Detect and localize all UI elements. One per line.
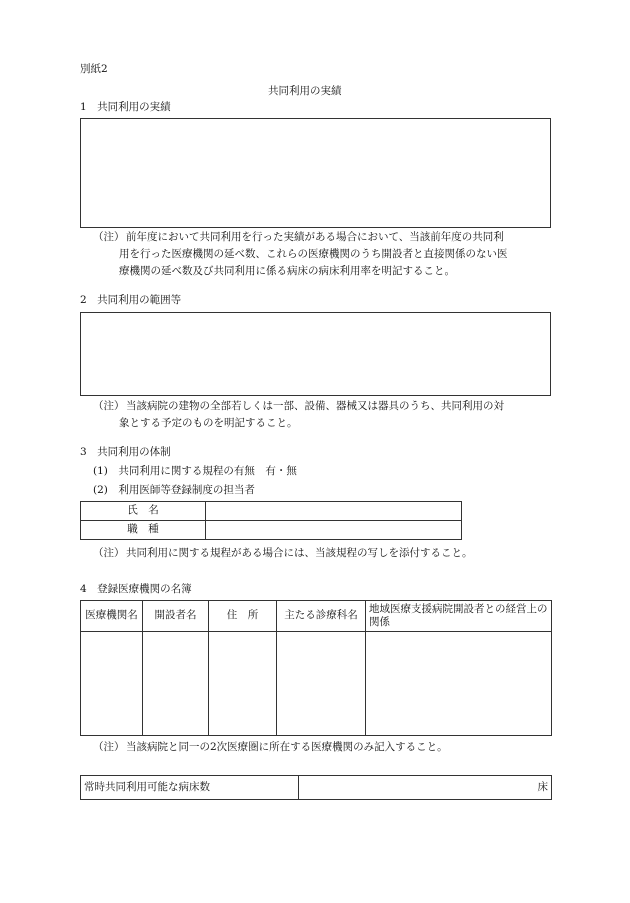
table-row [81, 521, 462, 540]
note-line: 療機関の延べ数及び共同利用に係る病床の病床利用率を明記すること。 [119, 265, 455, 277]
founder-name-cell[interactable] [143, 632, 209, 736]
col-header-founder-name: 開設者名 [143, 601, 209, 632]
note-label: （注） [93, 400, 125, 412]
officer-job-label: 職 種 [81, 521, 206, 540]
note-label: （注） [93, 547, 125, 559]
col-header-address: 住 所 [209, 601, 277, 632]
section-3-heading: 3 共同利用の体制 [80, 446, 171, 458]
note-line: 当該病院と同一の2次医療圏に所在する医療機関のみ記入すること。 [126, 741, 448, 753]
officer-name-field[interactable] [206, 502, 462, 521]
beds-unit: 床 [537, 780, 548, 793]
beds-label: 常時共同利用可能な病床数 [81, 776, 299, 800]
officer-job-field[interactable] [206, 521, 462, 540]
table-row [81, 776, 552, 800]
institution-name-cell[interactable] [81, 632, 143, 736]
officer-table [80, 501, 462, 540]
col-header-business-relation: 地域医療支援病院開設者との経営上の関係 [366, 601, 552, 632]
note-label: （注） [93, 741, 125, 753]
note-line: 前年度において共同利用を行った実績がある場合において、当該前年度の共同利 [126, 231, 504, 243]
table-header-row [81, 601, 552, 632]
beds-table [80, 775, 552, 800]
note-line: 共同利用に関する規程がある場合には、当該規程の写しを添付すること。 [126, 547, 473, 559]
address-cell[interactable] [209, 632, 277, 736]
section-2-note [93, 398, 553, 432]
note-line: 当該病院の建物の全部若しくは一部、設備、器械又は器具のうち、共同利用の対 [126, 400, 504, 412]
section-1-heading: 1 共同利用の実績 [80, 101, 171, 113]
section-1-entry-box[interactable] [80, 118, 551, 228]
regulation-existence-item: (1) 共同利用に関する規程の有無 有・無 [93, 465, 297, 477]
note-line: 象とする予定のものを明記すること。 [119, 417, 298, 429]
table-row [81, 502, 462, 521]
registered-institutions-table [80, 600, 552, 736]
section-3-note [93, 545, 563, 562]
page-title: 共同利用の実績 [268, 85, 342, 97]
beds-value-field[interactable] [299, 776, 552, 800]
section-4-note [93, 739, 563, 756]
col-header-institution-name: 医療機関名 [81, 601, 143, 632]
business-relation-cell[interactable] [366, 632, 552, 736]
section-4-heading: 4 登録医療機関の名簿 [80, 583, 192, 595]
table-row [81, 632, 552, 736]
department-cell[interactable] [277, 632, 366, 736]
section-2-heading: 2 共同利用の範囲等 [80, 294, 182, 306]
note-label: （注） [93, 231, 125, 243]
section-2-entry-box[interactable] [80, 312, 551, 396]
col-header-department: 主たる診療科名 [277, 601, 366, 632]
annex-label: 別紙2 [80, 63, 108, 75]
note-line: 用を行った医療機関の延べ数、これらの医療機関のうち開設者と直接関係のない医 [119, 248, 508, 260]
section-1-note [93, 229, 553, 280]
officer-name-label: 氏 名 [81, 502, 206, 521]
registration-officer-item: (2) 利用医師等登録制度の担当者 [93, 484, 255, 496]
